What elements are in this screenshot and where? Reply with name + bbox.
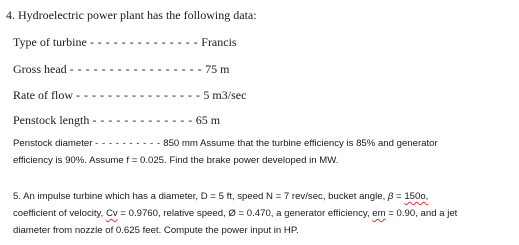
row-label: Penstock diameter xyxy=(13,138,93,149)
row-value: 75 m xyxy=(205,62,230,76)
spellcheck-flag: Cv xyxy=(105,208,118,219)
row-value: Francis xyxy=(201,35,237,49)
dash-leader: - - - - - - - - - - - - - xyxy=(92,113,193,127)
spellcheck-flag: 150o xyxy=(404,191,426,202)
problem-4-line-2: efficiency is 90%. Assume f = 0.025. Find the brake power developed in MW. xyxy=(13,155,339,166)
dash-leader: - - - - - - - - - - xyxy=(95,138,161,149)
row-turbine-type xyxy=(13,35,237,50)
row-label: Type of turbine xyxy=(13,35,87,49)
dash-leader: - - - - - - - - - - - - - - - - xyxy=(75,88,201,102)
problem-5-line-3: diameter from nozzle of 0.625 feet. Compute the power input in HP. xyxy=(13,225,299,236)
row-label: Penstock length xyxy=(13,113,90,127)
beta-symbol: β xyxy=(387,191,394,202)
row-gross-head xyxy=(13,62,229,77)
problem-5-line-1: 5. An impulse turbine which has a diameter, D = 5 ft, speed N = 7 rev/sec, bucket angle, β = 150o, xyxy=(13,191,429,202)
row-label: Rate of flow xyxy=(13,88,73,102)
dash-leader: - - - - - - - - - - - - - - xyxy=(89,35,199,49)
row-penstock-length xyxy=(13,113,220,128)
row-text: 850 mm Assume that the turbine efficiency is 85% and generator xyxy=(163,138,438,149)
row-penstock-diameter xyxy=(13,138,438,149)
spellcheck-flag: em xyxy=(372,208,386,219)
dash-leader: - - - - - - - - - - - - - - - - - xyxy=(69,62,203,76)
problem-5-line-2: coefficient of velocity, Cv = 0.9760, relative speed, Ø = 0.470, a generator efficiency, em = 0.90, and a jet xyxy=(13,208,458,219)
row-flow-rate xyxy=(13,88,246,103)
row-value: 5 m3/sec xyxy=(203,88,247,102)
row-label: Gross head xyxy=(13,62,67,76)
problem-4-heading: 4. Hydroelectric power plant has the following data: xyxy=(6,8,257,22)
row-value: 65 m xyxy=(195,113,221,127)
